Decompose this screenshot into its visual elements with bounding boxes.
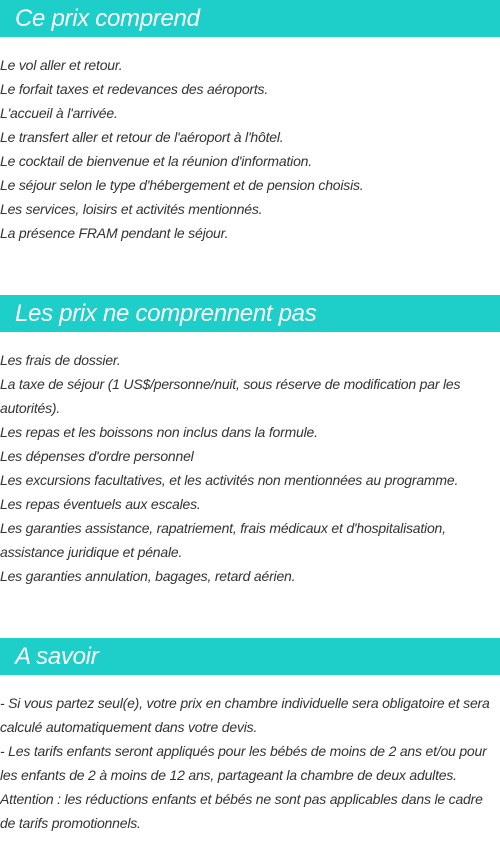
list-item: Les garanties assistance, rapatriement, frais médicaux et d'hospitalisation, assistance juridique et pénale. [0, 520, 446, 560]
price-includes-list [0, 53, 500, 245]
list-item: Les frais de dossier. [0, 352, 121, 368]
list-item: Le cocktail de bienvenue et la réunion d'information. [0, 153, 312, 169]
list-item: La taxe de séjour (1 US$/personne/nuit, sous réserve de modification par les autorités). [0, 376, 461, 416]
list-item: Les excursions facultatives, et les activités non mentionnées au programme. [0, 472, 459, 488]
list-item: La présence FRAM pendant le séjour. [0, 225, 229, 241]
list-item: - Les tarifs enfants seront appliqués pour les bébés de moins de 2 ans et/ou pour les enfants de 2 à moins de 12 ans, partageant la chambre de deux adultes. [0, 743, 487, 783]
list-item: Les dépenses d'ordre personnel [0, 448, 194, 464]
section-title-good-to-know: A savoir [0, 638, 500, 675]
list-item: Le transfert aller et retour de l'aéroport à l'hôtel. [0, 129, 284, 145]
list-item: L'accueil à l'arrivée. [0, 105, 118, 121]
list-item: Le séjour selon le type d'hébergement et de pension choisis. [0, 177, 364, 193]
price-excludes-list [0, 348, 500, 588]
list-item: Les garanties annulation, bagages, retard aérien. [0, 568, 296, 584]
list-item: - Si vous partez seul(e), votre prix en chambre individuelle sera obligatoire et sera calculé automatiquement dans votre devis. [0, 695, 490, 735]
list-item: Le forfait taxes et redevances des aéroports. [0, 81, 269, 97]
list-item: Attention : les réductions enfants et bébés ne sont pas applicables dans le cadre de tarifs promotionnels. [0, 791, 483, 831]
list-item: Les services, loisirs et activités mentionnés. [0, 201, 263, 217]
list-item: Le vol aller et retour. [0, 57, 123, 73]
good-to-know-list [0, 691, 500, 835]
section-title-price-includes: Ce prix comprend [0, 0, 500, 37]
list-item: Les repas éventuels aux escales. [0, 496, 201, 512]
section-title-price-excludes: Les prix ne comprennent pas [0, 295, 500, 332]
list-item: Les repas et les boissons non inclus dans la formule. [0, 424, 318, 440]
